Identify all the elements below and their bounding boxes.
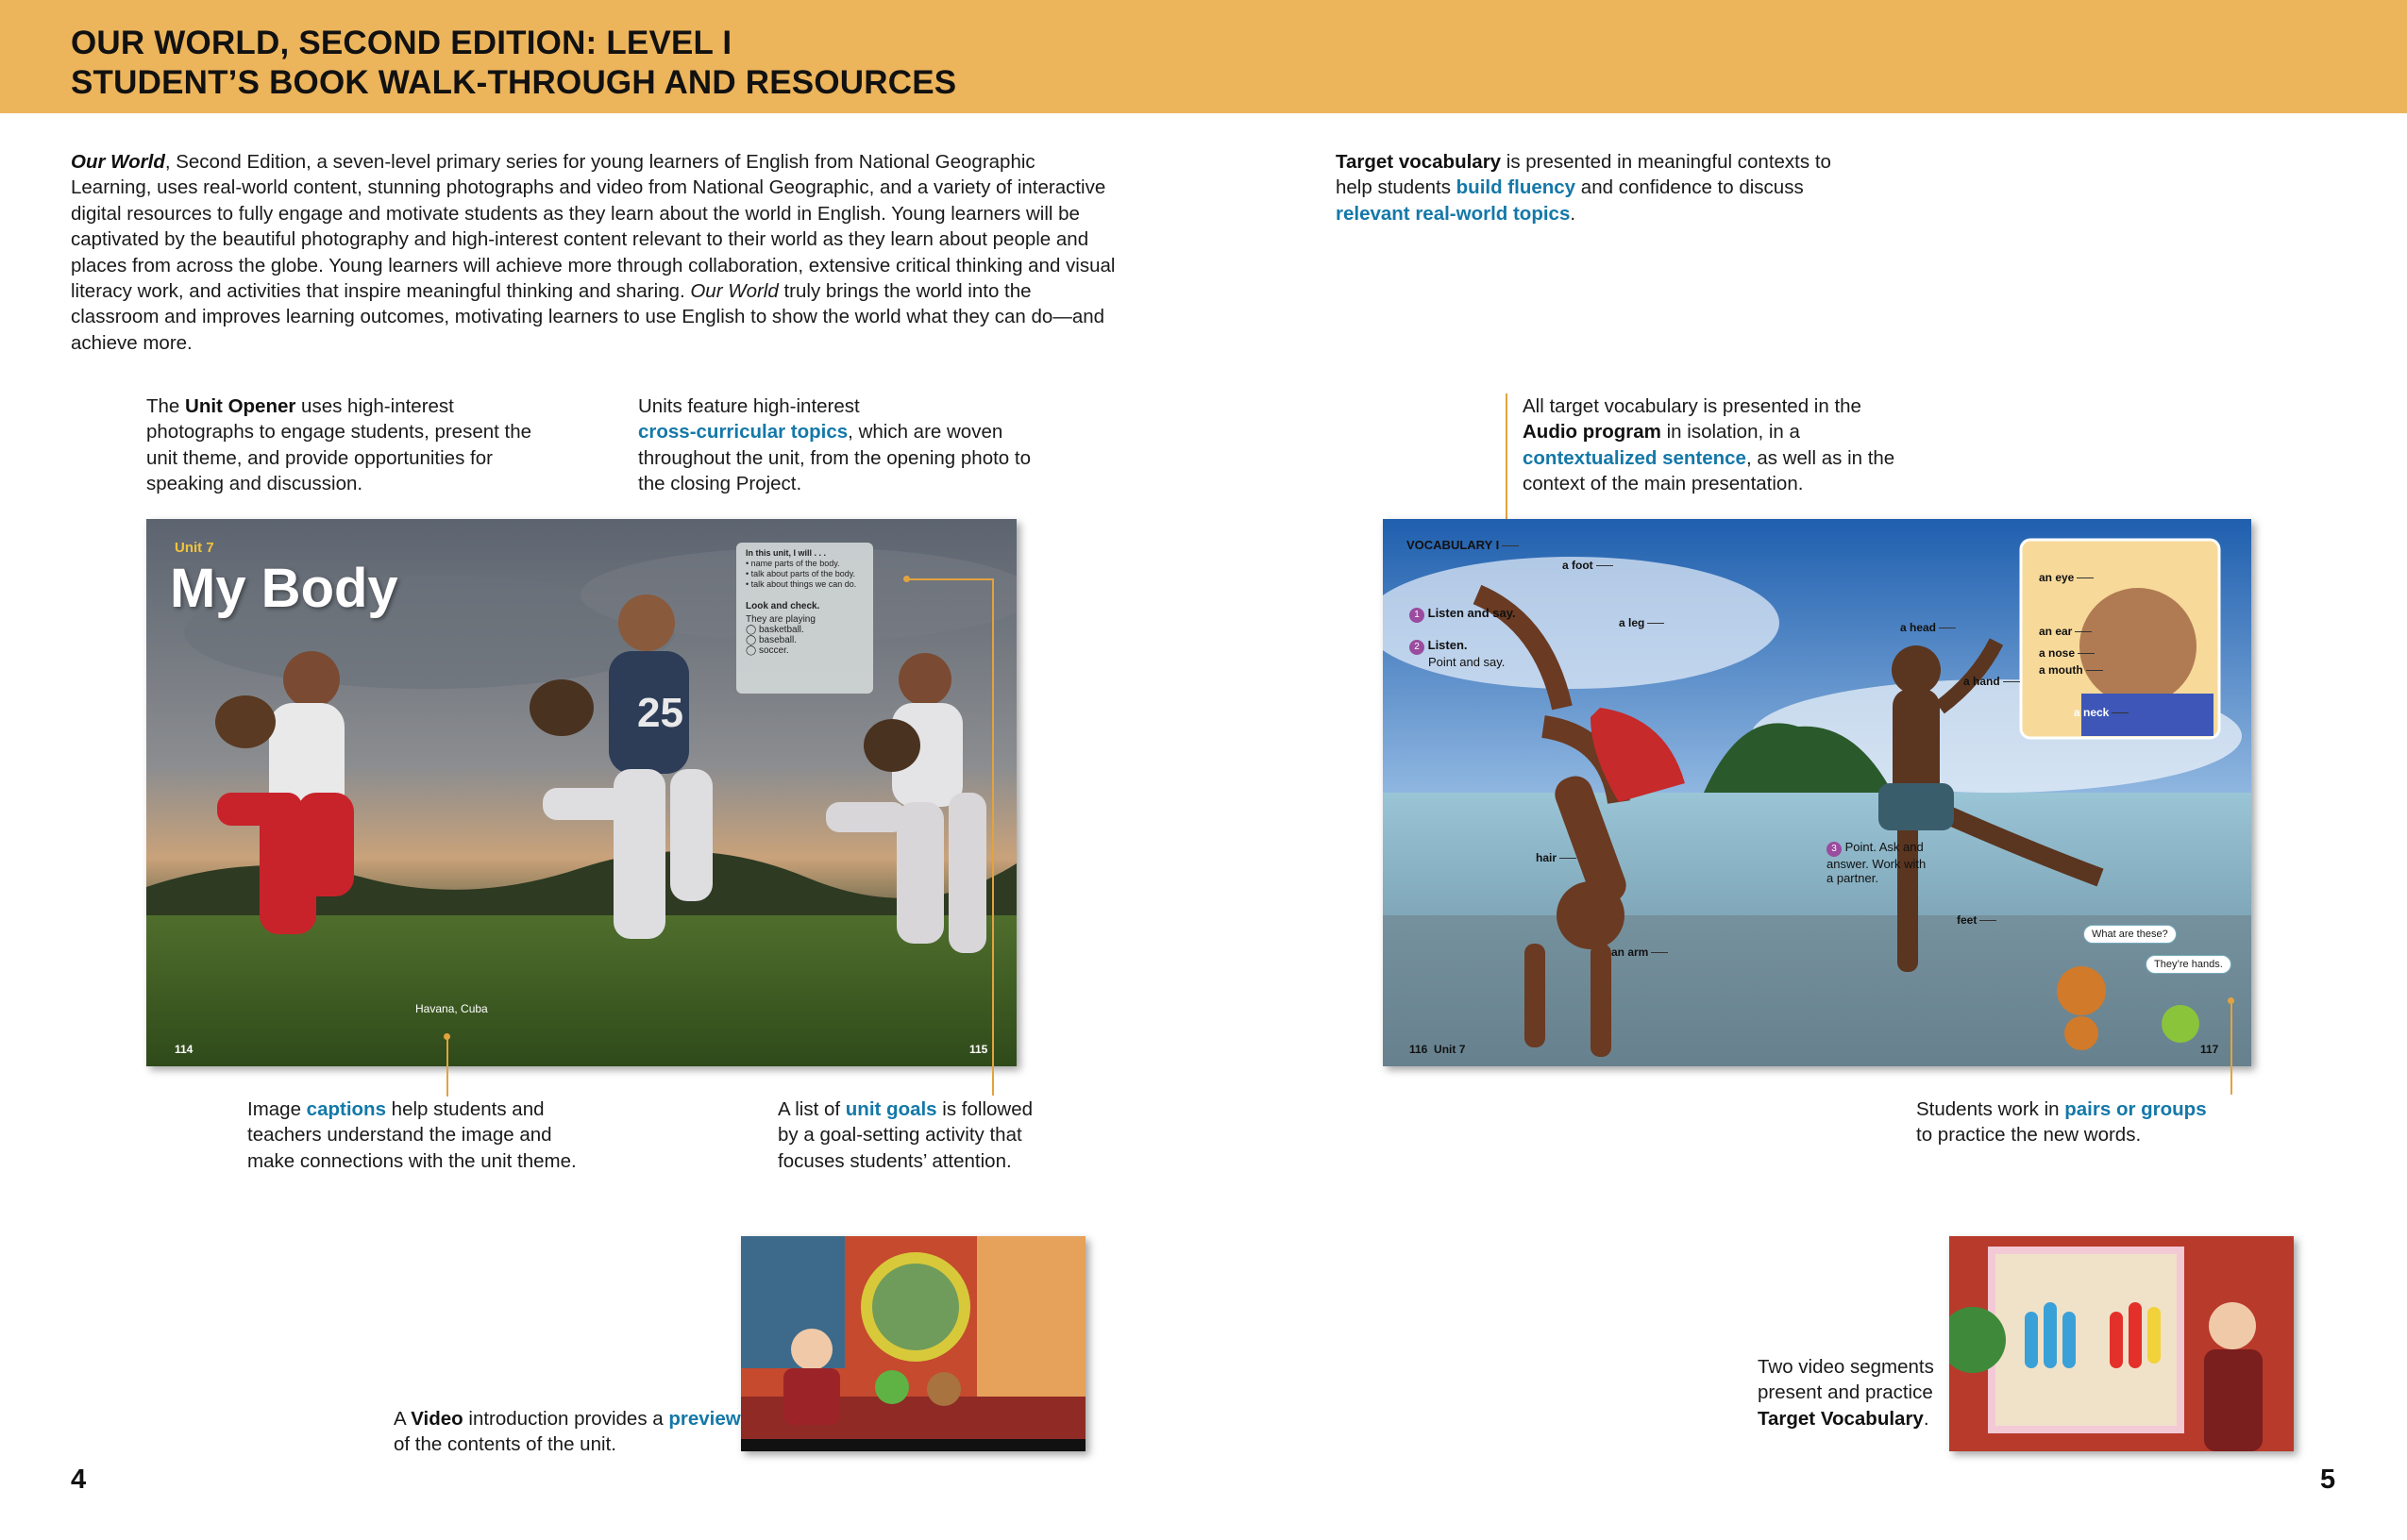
- vocab-steps: 1 Listen and say. 2 Listen. Point and say.: [1409, 606, 1516, 669]
- page-115: 115: [969, 1043, 988, 1056]
- beach-photo: [1383, 519, 2251, 1066]
- captions-term: captions: [306, 1098, 386, 1120]
- audio-program-term: Audio program: [1523, 421, 1661, 444]
- label-feet: feet: [1957, 913, 1996, 927]
- callout-video-intro: A Video introduction provides a preview of the contents of the unit.: [394, 1408, 741, 1456]
- goals-box: In this unit, I will . . . • name parts of the body. • talk about parts of the body. • talk about things we can do. Look and check. They are playing ◯ basketball. ◯ baseball. ◯ soccer.: [736, 543, 873, 694]
- preview-term: preview: [668, 1408, 741, 1430]
- pairs-groups-term: pairs or groups: [2064, 1098, 2207, 1120]
- leader-goals-h: [906, 578, 994, 580]
- real-world-topics-term: relevant real-world topics: [1336, 202, 1571, 225]
- vocabulary-spread: [1383, 519, 2251, 1066]
- leader-pairs: [2230, 1000, 2232, 1095]
- speech-bubble-question: What are these?: [2083, 925, 2177, 944]
- intro-title-2: Our World: [690, 280, 779, 303]
- build-fluency-term: build fluency: [1456, 176, 1576, 199]
- header-banner: [0, 0, 2407, 113]
- label-a-head: a head: [1900, 621, 1956, 634]
- label-an-eye: an eye: [2039, 571, 2094, 584]
- unit-goals-term: unit goals: [845, 1098, 937, 1120]
- label-a-hand: a hand: [1963, 675, 2020, 688]
- unit-label: Unit 7: [175, 540, 214, 556]
- label-a-mouth: a mouth: [2039, 663, 2103, 677]
- header-title: OUR WORLD, SECOND EDITION: LEVEL I: [71, 25, 732, 61]
- unit-opener-term: Unit Opener: [185, 395, 296, 417]
- cross-curricular-term: cross-curricular topics: [638, 421, 849, 444]
- page-114: 114: [175, 1043, 194, 1056]
- callout-captions: Image captions help students and teachers understand the image and make connections with the unit theme.: [247, 1098, 577, 1172]
- intro-text-2: truly brings the world into the classroom and improves learning outcomes, motivating learners to use English to show the world what they can do—and achieve more.: [71, 280, 1105, 354]
- label-a-nose: a nose: [2039, 646, 2095, 660]
- target-vocab-term: Target vocabulary: [1336, 151, 1502, 173]
- label-a-neck: a neck: [2074, 706, 2129, 719]
- header-subtitle: STUDENT’S BOOK WALK-THROUGH AND RESOURCES: [71, 64, 957, 101]
- callout-unit-goals: A list of unit goals is followed by a goal-setting activity that focuses students’ attention.: [778, 1098, 1034, 1172]
- callout-pairs-groups: Students work in pairs or groups to practice the new words.: [1916, 1098, 2207, 1147]
- leader-goals-v: [992, 578, 994, 1096]
- intro-title: Our World: [71, 151, 165, 173]
- leader-dot-pairs: [2228, 997, 2234, 1004]
- photo-caption: Havana, Cuba: [415, 1002, 488, 1015]
- video-term: Video: [411, 1408, 463, 1430]
- label-an-ear: an ear: [2039, 625, 2092, 638]
- target-vocabulary-term: Target Vocabulary: [1758, 1407, 1924, 1430]
- intro-paragraph: [71, 149, 1119, 356]
- intro-text-1: , Second Edition, a seven-level primary series for young learners of English from National Geographic Learning, uses real-world content, stunning photographs and video from National Geographic, and a variety of interactive digital resources to fully engage and motivate students as they learn about the world in English. Young learners will be captivated by the beautiful photography and high-interest content relevant to their world as they learn about people and places from across the globe. Young learners will achieve more through collaboration, extensive critical thinking and visual literacy work, and activities that inspire meaningful thinking and sharing.: [71, 151, 1116, 303]
- leader-captions: [446, 1036, 448, 1096]
- video-intro-thumbnail[interactable]: [741, 1236, 1086, 1451]
- video-still-hands: [1949, 1236, 2294, 1451]
- page-number-right: 5: [2320, 1465, 2336, 1495]
- video-target-vocab-thumbnail[interactable]: [1949, 1236, 2294, 1451]
- svg-text:25: 25: [637, 690, 683, 736]
- vocab-heading: VOCABULARY I: [1406, 538, 1519, 552]
- contextualized-sentence-term: contextualized sentence: [1523, 446, 1746, 469]
- callout-video-target-vocab: Two video segments present and practice Target Vocabulary.: [1758, 1356, 1934, 1430]
- unit-title: My Body: [170, 558, 398, 619]
- unit-opener-spread: [146, 519, 1017, 1066]
- step-3-point: 3 Point. Ask and answer. Work with a partner.: [1826, 840, 1927, 885]
- page-number-left: 4: [71, 1465, 87, 1495]
- callout-unit-opener: The Unit Opener uses high-interest photographs to engage students, present the unit theme, and provide opportunities for speaking and discussion.: [146, 395, 532, 495]
- video-still: [741, 1236, 1086, 1451]
- page-117: 117: [2200, 1043, 2219, 1056]
- callout-target-vocabulary: Target vocabulary is presented in meaningful contexts to help students build fluency and confidence to discuss relevant real-world topics.: [1336, 151, 1831, 225]
- page-116: 116 Unit 7: [1409, 1043, 1466, 1056]
- label-hair: hair: [1536, 851, 1576, 864]
- label-a-leg: a leg: [1619, 616, 1664, 629]
- leader-dot-captions: [444, 1033, 450, 1040]
- callout-cross-curricular: Units feature high-interest cross-curricular topics, which are woven throughout the unit, from the opening photo to the closing Project.: [638, 395, 1031, 495]
- callout-audio-program: All target vocabulary is presented in the Audio program in isolation, in a contextualized sentence, as well as in the context of the main presentation.: [1523, 395, 1895, 495]
- leader-dot-goals: [903, 576, 910, 582]
- label-an-arm: an arm: [1611, 946, 1668, 959]
- label-a-foot: a foot: [1562, 559, 1613, 572]
- speech-bubble-answer: They’re hands.: [2146, 955, 2231, 974]
